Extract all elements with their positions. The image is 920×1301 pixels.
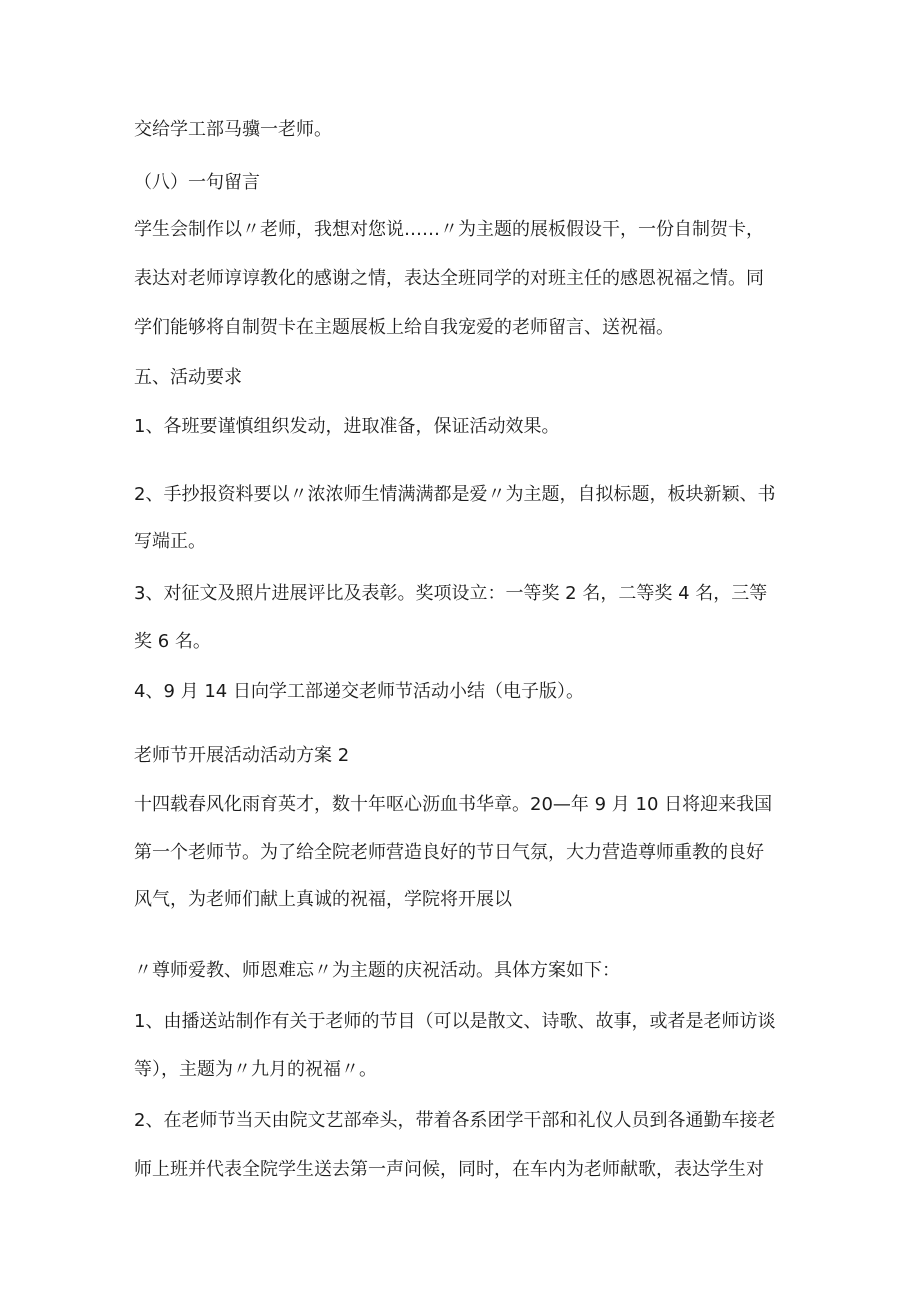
text-line: 十四载春风化雨育英才，数十年呕心沥血书华章。20—年 9 月 10 日将迎来我国	[134, 794, 773, 815]
list-item: 2、手抄报资料要以〃浓浓师生情满满都是爱〃为主题，自拟标题，板块新颖、书	[134, 484, 776, 505]
text-line: 等），主题为〃九月的祝福〃。	[134, 1059, 377, 1080]
section-heading: （八）一句留言	[134, 172, 260, 193]
text-line: 表达对老师谆谆教化的感谢之情，表达全班同学的对班主任的感恩祝福之情。同	[134, 268, 764, 289]
text-line: 风气，为老师们献上真诚的祝福，学院将开展以	[134, 889, 512, 910]
section-heading: 五、活动要求	[134, 367, 242, 388]
text-line: 师上班并代表全院学生送去第一声问候，同时，在车内为老师献歌，表达学生对	[134, 1159, 764, 1180]
list-item: 3、对征文及照片进展评比及表彰。奖项设立：一等奖 2 名，二等奖 4 名，三等	[134, 583, 768, 604]
section-title: 老师节开展活动活动方案 2	[134, 745, 350, 766]
text-line: 第一个老师节。为了给全院老师营造良好的节日气氛，大力营造尊师重教的良好	[134, 842, 764, 863]
list-item: 2、在老师节当天由院文艺部牵头，带着各系团学干部和礼仪人员到各通勤车接老	[134, 1110, 776, 1131]
text-line: 写端正。	[134, 531, 206, 552]
text-line: 交给学工部马骥一老师。	[134, 119, 332, 140]
text-line: 〃尊师爱教、师恩难忘〃为主题的庆祝活动。具体方案如下：	[134, 960, 620, 981]
list-item: 1、由播送站制作有关于老师的节目（可以是散文、诗歌、故事，或者是老师访谈	[134, 1011, 776, 1032]
text-line: 奖 6 名。	[134, 631, 211, 652]
text-line: 学们能够将自制贺卡在主题展板上给自我宠爱的老师留言、送祝福。	[134, 317, 674, 338]
text-line: 学生会制作以〃老师，我想对您说……〃为主题的展板假设干，一份自制贺卡，	[134, 219, 764, 240]
list-item: 1、各班要谨慎组织发动，进取准备，保证活动效果。	[134, 416, 560, 437]
list-item: 4、9 月 14 日向学工部递交老师节活动小结（电子版）。	[134, 681, 584, 702]
